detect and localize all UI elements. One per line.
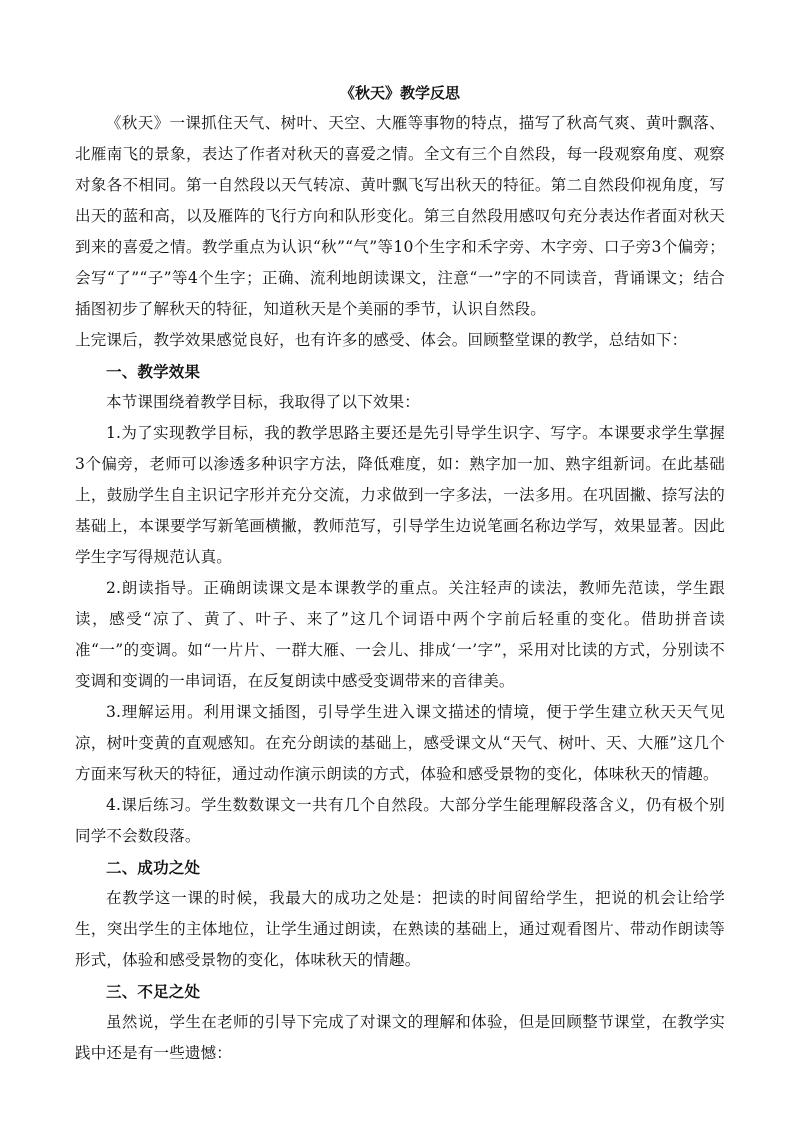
list-item: 2.朗读指导。正确朗读课文是本课教学的重点。关注轻声的读法，教师先范读，学生跟读，感受“凉了、黄了、叶子、来了”这几个词语中两个字前后轻重的变化。借助拼音读准“一”的变调。如“一片片、一群大雁、一会儿、排成‘一’字”，采用对比读的方式，分别读不变调和变调的一串词语，在反复朗读中感受变调带来的音律美。 <box>75 579 725 690</box>
section-lead-paragraph: 本节课围绕着教学目标，我取得了以下效果： <box>106 393 421 411</box>
section-heading-shortcomings: 三、不足之处 <box>106 982 201 1001</box>
intro-summary-paragraph: 上完课后，教学效果感觉良好，也有许多的感受、体会。回顾整堂课的教学，总结如下： <box>75 331 688 349</box>
section-heading-teaching-effect: 一、教学效果 <box>106 362 201 381</box>
intro-paragraph: 《秋天》一课抓住天气、树叶、天空、大雁等事物的特点，描写了秋高气爽、黄叶飘落、北雁南飞的景象，表达了作者对秋天的喜爱之情。全文有三个自然段，每一段观察角度、观察对象各不相同。第一自然段以天气转凉、黄叶飘飞写出秋天的特征。第二自然段仰视角度，写出天的蓝和高，以及雁阵的飞行方向和队形变化。第三自然段用感叹句充分表达作者面对秋天到来的喜爱之情。教学重点为认识“秋”“气”等10个生字和禾字旁、木字旁、口子旁3个偏旁；会写“了”“子”等4个生字；正确、流利地朗读课文，注意“一”字的不同读音，背诵课文；结合插图初步了解秋天的特征，知道秋天是个美丽的季节，认识自然段。 <box>75 114 725 318</box>
document-body <box>75 78 725 1069</box>
list-item: 1.为了实现教学目标，我的教学思路主要还是先引导学生识字、写字。本课要求学生掌握3个偏旁，老师可以渗透多种识字方法，降低难度，如：熟字加一加、熟字组新词。在此基础上，鼓励学生自主识记字形并充分交流，力求做到一字多法，一法多用。在巩固撇、捺写法的基础上，本课要学写新笔画横撇，教师范写，引导学生边说笔画名称边学写，效果显著。因此学生字写得规范认真。 <box>75 424 725 566</box>
document-title: 《秋天》教学反思 <box>339 84 460 102</box>
list-item: 4.课后练习。学生数数课文一共有几个自然段。大部分学生能理解段落含义，仍有极个别同学不会数段落。 <box>75 796 725 845</box>
success-paragraph: 在教学这一课的时候，我最大的成功之处是：把读的时间留给学生，把说的机会让给学生，突出学生的主体地位，让学生通过朗读，在熟读的基础上，通过观看图片、带动作朗读等形式，体验和感受景物的变化，体味秋天的情趣。 <box>75 889 725 969</box>
section-heading-success: 二、成功之处 <box>106 858 201 877</box>
shortcomings-paragraph: 虽然说，学生在老师的引导下完成了对课文的理解和体验，但是回顾整节课堂，在教学实践中还是有一些遗憾： <box>75 1013 725 1062</box>
list-item: 3.理解运用。利用课文插图，引导学生进入课文描述的情境，便于学生建立秋天天气见凉，树叶变黄的直观感知。在充分朗读的基础上，感受课文从“天气、树叶、天、大雁”这几个方面来写秋天的特征，通过动作演示朗读的方式，体验和感受景物的变化，体味秋天的情趣。 <box>75 703 725 783</box>
